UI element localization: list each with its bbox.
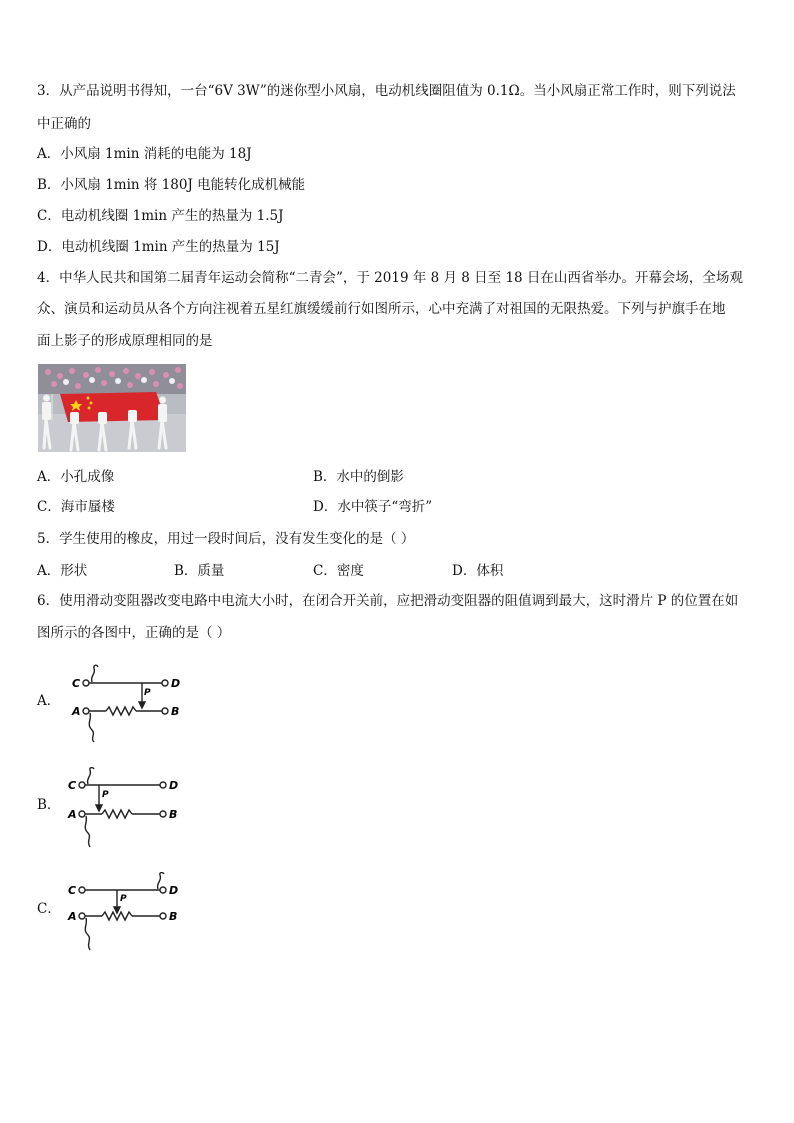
q6-circuit-b: [66, 767, 180, 849]
q6-figure-c-label: C．: [37, 901, 61, 917]
q4-option-c: C．海市蜃楼: [37, 499, 115, 515]
q4-option-d: D．水中筷子“弯折”: [313, 499, 433, 515]
q4-stem-line2: 众、演员和运动员从各个方向注视着五星红旗缓缓前行如图所示，心中充满了对祖国的无限热爱。下列与护旗手在地: [37, 301, 726, 317]
q5-option-c: C．密度: [313, 563, 364, 579]
q6-stem-line2: 图所示的各图中，正确的是（ ）: [37, 625, 231, 641]
terminal-d-label: D: [169, 884, 179, 897]
flag-parade-photo: [38, 364, 186, 452]
q4-stem-line1: 4．中华人民共和国第二届青年运动会简称“二青会”，于 2019 年 8 月 8 日至 18 日在山西省举办。开幕会场，全场观: [37, 270, 743, 286]
q3-option-d: D．电动机线圈 1min 产生的热量为 15J: [37, 239, 280, 255]
q3-stem-line2: 中正确的: [37, 116, 91, 132]
q3-option-b: B．小风扇 1min 将 180J 电能转化成机械能: [37, 177, 306, 193]
terminal-c-label: C: [68, 779, 77, 792]
terminal-a-label: A: [72, 705, 81, 718]
slider-p-label: P: [102, 790, 109, 800]
q3-stem-line1: 3．从产品说明书得知，一台“6V 3W”的迷你型小风扇，电动机线圈阻值为 0.1Ω。当小风扇正常工作时，则下列说法: [37, 83, 736, 99]
terminal-a-label: A: [68, 808, 77, 821]
q5-stem: 5．学生使用的橡皮，用过一段时间后，没有发生变化的是（ ）: [37, 531, 415, 547]
terminal-b-label: B: [169, 910, 178, 923]
q6-figure-b-label: B．: [37, 797, 61, 813]
q5-option-b: B．质量: [174, 563, 225, 579]
q6-figure-a-label: A．: [37, 693, 61, 709]
q5-option-a: A．形状: [37, 563, 88, 579]
q6-stem-line1: 6．使用滑动变阻器改变电路中电流大小时，在闭合开关前，应把滑动变阻器的阻值调到最大，这时滑片 P 的位置在如: [37, 593, 739, 609]
q3-option-c: C．电动机线圈 1min 产生的热量为 1.5J: [37, 208, 284, 224]
slider-p-label: P: [120, 894, 127, 904]
terminal-c-label: C: [72, 677, 81, 690]
terminal-c-label: C: [68, 884, 77, 897]
q6-circuit-a: [70, 664, 182, 744]
terminal-a-label: A: [68, 910, 77, 923]
q5-option-d: D．体积: [452, 563, 504, 579]
q4-option-b: B．水中的倒影: [313, 469, 404, 485]
terminal-d-label: D: [171, 677, 181, 690]
q3-option-a: A．小风扇 1min 消耗的电能为 18J: [37, 146, 252, 162]
q6-circuit-c: [66, 872, 180, 952]
terminal-b-label: B: [169, 808, 178, 821]
terminal-b-label: B: [171, 705, 180, 718]
q4-option-a: A．小孔成像: [37, 469, 115, 485]
terminal-d-label: D: [169, 779, 179, 792]
q4-stem-line3: 面上影子的形成原理相同的是: [37, 333, 213, 349]
slider-p-label: P: [144, 688, 151, 698]
